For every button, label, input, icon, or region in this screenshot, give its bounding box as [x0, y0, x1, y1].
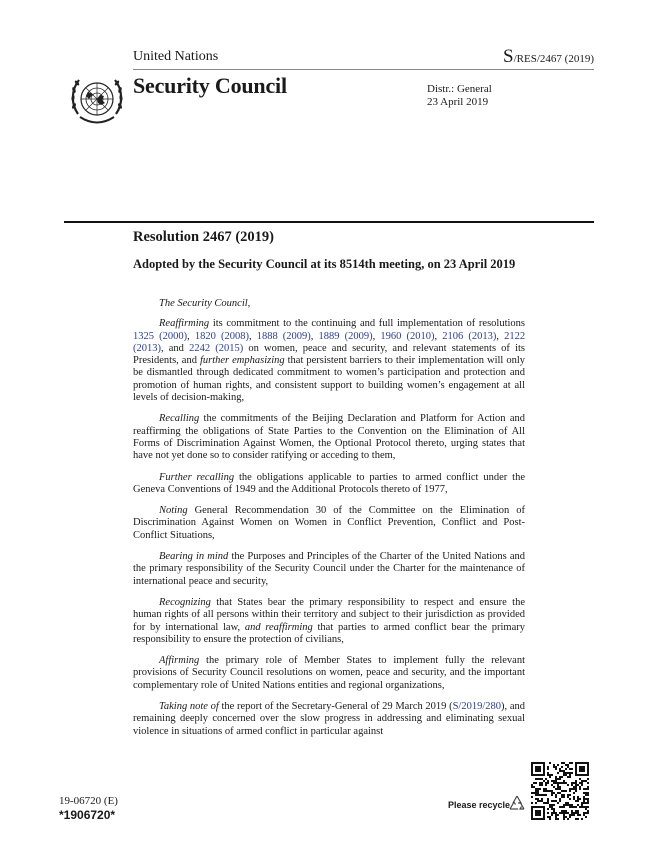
- header-rule: [133, 69, 594, 70]
- paragraph-text: the Purposes and Principles of the Charter of the United Nations and the primary responsibility of the Security Council under the Charter for the maintenance of international peace and security,: [133, 551, 526, 587]
- council-name: Security Council: [133, 73, 287, 98]
- symbol-prefix: S: [503, 46, 514, 67]
- paragraph-text: on women, peace and security, and relevant statements of its Presidents, and: [133, 342, 525, 367]
- document-reference-link[interactable]: 2242 (2015): [189, 342, 244, 354]
- paragraph-lead: Recalling: [159, 413, 200, 425]
- preamble-paragraph: [133, 701, 525, 738]
- paragraph-text: the obligations applicable to parties to armed conflict under the Geneva Conventions of 1949 and the Additional Protocols thereto of 1977,: [133, 471, 525, 495]
- document-reference-link[interactable]: S/2019/280: [452, 701, 502, 713]
- paragraph-text: ,: [372, 330, 381, 342]
- preamble-paragraph: [133, 505, 525, 542]
- document-reference-link[interactable]: 1820 (2008): [194, 330, 249, 342]
- paragraph-lead: Taking note of: [159, 701, 219, 713]
- paragraph-text: that parties to armed conflict bear the primary responsibility to ensure the protection of civilians,: [133, 621, 525, 645]
- paragraph-text: ,: [187, 330, 195, 342]
- document-number: 19-06720 (E): [59, 795, 118, 807]
- resolution-body: [133, 298, 525, 747]
- preamble-paragraph: [133, 551, 525, 588]
- paragraph-lead: Noting: [159, 505, 188, 517]
- barcode-text: *1906720*: [59, 808, 116, 822]
- distribution-block: [427, 83, 492, 109]
- symbol-rest: /RES/2467 (2019): [513, 53, 594, 65]
- organization-name: United Nations: [133, 49, 219, 64]
- paragraph-text: the primary role of Member States to implement fully the relevant provisions of Security Council resolutions on women, peace and security, and the important complementary role of United Nations entities and regional organizations,: [133, 655, 525, 691]
- document-reference-link[interactable]: 1888 (2009): [256, 330, 311, 342]
- paragraph-lead: Reaffirming: [159, 318, 210, 330]
- adoption-statement: Adopted by the Security Council at its 8514th meeting, on 23 April 2019: [133, 257, 516, 271]
- document-symbol: [503, 46, 594, 68]
- recycle-icon: [507, 794, 527, 814]
- paragraph-text: that States bear the primary responsibility to respect and ensure the human rights of all persons within their territory and subject to their jurisdiction as provided for by international law,: [133, 596, 525, 633]
- paragraph-text: ,: [434, 330, 443, 342]
- preamble-paragraph: [133, 413, 525, 462]
- paragraph-text: , and: [161, 342, 190, 354]
- un-emblem-icon: [66, 70, 128, 132]
- paragraph-text: ,: [496, 330, 505, 342]
- paragraph-lead: The Security Council,: [159, 298, 251, 309]
- document-reference-link[interactable]: 2122 (2013): [133, 330, 526, 354]
- preamble-paragraph: [133, 318, 525, 404]
- document-reference-link[interactable]: 1325 (2000): [133, 330, 188, 342]
- paragraph-text: the commitments of the Beijing Declaration and Platform for Action and reaffirming the obligations of State Parties to the Convention on the Elimination of All Forms of Discrimination Against Women, the Optional Protocol thereto, urging states that have not yet done so to consider ratifying or acceding to them,: [133, 413, 525, 462]
- resolution-title: Resolution 2467 (2019): [133, 229, 274, 245]
- preamble-opening: [133, 298, 525, 310]
- paragraph-text: ,: [310, 330, 319, 342]
- qr-code-icon: [531, 762, 589, 820]
- document-reference-link[interactable]: 2106 (2013): [442, 330, 497, 342]
- paragraph-text: General Recommendation 30 of the Committee on the Elimination of Discrimination Against Women on Women in Conflict Prevention, Conflict and Post-Conflict Situations,: [133, 505, 525, 541]
- issue-date: 23 April 2019: [427, 96, 489, 108]
- document-reference-link[interactable]: 1889 (2009): [318, 330, 373, 342]
- paragraph-text: its commitment to the continuing and full implementation of resolutions: [209, 318, 525, 330]
- recycle-label: Please recycle: [448, 800, 511, 810]
- paragraph-lead: Affirming: [159, 655, 200, 667]
- paragraph-lead: Bearing in mind: [159, 551, 229, 563]
- preamble-paragraph: [133, 472, 525, 497]
- distribution-label: Distr.: General: [427, 83, 492, 95]
- emphasis-text: further emphasizing: [199, 355, 285, 367]
- paragraph-text: that persistent barriers to their implementation will only be dismantled through dedicated commitment to women’s participation and protection and promotion of human rights, and consistent support to building women’s engagement at all levels of decision-making,: [133, 355, 525, 404]
- document-reference-link[interactable]: 1960 (2010): [380, 330, 435, 342]
- preamble-paragraph: [133, 655, 525, 692]
- emphasis-text: and reaffirming: [244, 621, 313, 633]
- preamble-paragraph: [133, 597, 525, 646]
- paragraph-text: ,: [248, 330, 257, 342]
- paragraph-text: the report of the Secretary-General of 29 March 2019 (: [218, 701, 453, 713]
- paragraph-lead: Recognizing: [159, 596, 211, 608]
- paragraph-text: ), and remaining deeply concerned over the slow progress in addressing and eliminating sexual violence in situations of armed conflict in particular against: [133, 701, 525, 737]
- paragraph-lead: Further recalling: [159, 471, 235, 483]
- section-rule: [64, 221, 594, 223]
